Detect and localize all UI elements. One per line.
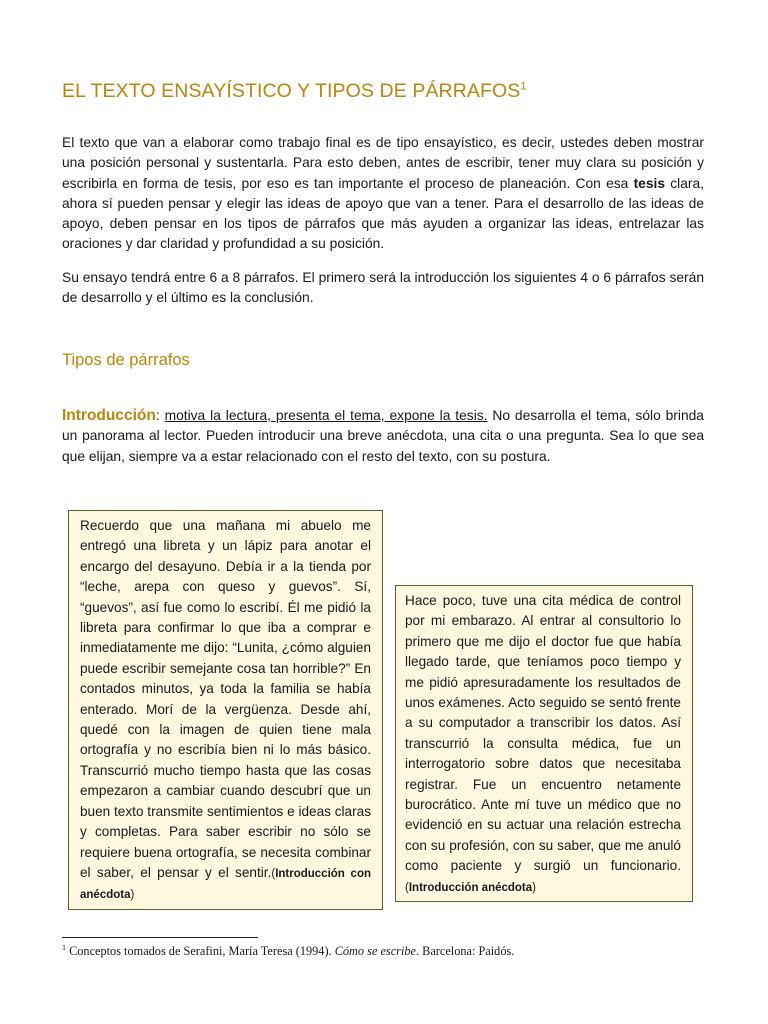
page-title-text: EL TEXTO ENSAYÍSTICO Y TIPOS DE PÁRRAFOS bbox=[62, 80, 521, 102]
introduction-label: Introducción bbox=[62, 407, 156, 424]
page-title bbox=[62, 80, 527, 103]
underlined-definition: motiva la lectura, presenta el tema, expone la tesis. bbox=[164, 408, 488, 423]
introduction-paragraph bbox=[62, 406, 704, 467]
example-box-right bbox=[395, 585, 693, 902]
footnote-ref: 1 bbox=[520, 80, 527, 93]
bold-term: tesis bbox=[633, 175, 666, 191]
example-text: Hace poco, tuve una cita médica de control por mi embarazo. Al entrar al consultorio lo primero que me dijo el doctor fue que había llegado tarde, que teníamos poco tiempo y me pidió apresuradamente los resultados de unos exámenes. Acto seguido se sentó frente a su computador a transcribir los datos. Así transcurrió la consulta médica, fue un interrogatorio sobre datos que necesitaba registrar. Fue un encuentro netamente burocrático. Ante mí tuve un médico que no evidenció en su actuar una relación estrecha con su profesión, con su saber, que me anuló como paciente y surgió un funcionario. (Introducción anécdota) bbox=[405, 593, 681, 894]
footnote-marker: 1 bbox=[62, 942, 66, 952]
paragraph-text: El texto que van a elaborar como trabajo final es de tipo ensayístico, es decir, ustedes deben mostrar una posición personal y sustentarla. Para esto deben, antes de escribir, tener muy clara su posición y escribirla en forma de tesis, por eso es tan importante el proceso de planeación. Con esa bbox=[62, 135, 704, 191]
book-title: Cómo se escribe bbox=[334, 944, 416, 958]
example-tag: (Introducción con anécdota) bbox=[80, 867, 372, 902]
footnote: $^1$ Conceptos tomados de Serafini, María Teresa (1994). Cómo se escribe. Barcelona: Paidós. bbox=[62, 942, 515, 958]
example-text: Recuerdo que una mañana mi abuelo me entregó una libreta y un lápiz para anotar el encargo del desayuno. Debía ir a la tienda por “leche, arepa con queso y guevos”. Sí, “guevos”, así fue como lo escribí. Él me pidió la libreta para confirmar lo que iba a comprar e inmediatamente me dijo: “Lunita, ¿cómo alguien puede escribir semejante cosa tan horrible?” En contados minutos, ya toda la familia se había enterado. Morí de la vergüenza. Desde ahí, quedé con la imagen de quien tiene mala ortografía y no escribía bien ni lo más básico. Transcurrió mucho tiempo hasta que las cosas empezaron a cambiar cuando descubrí que un buen texto transmite sentimientos e ideas claras y completas. Para saber escribir no sólo se requiere buena ortografía, se necesita combinar el saber, el pensar y el sentir.(Introducción con anécdota) bbox=[80, 518, 372, 902]
footnote-separator bbox=[62, 937, 258, 938]
paragraph-text: clara, ahora sí pueden pensar y elegir las ideas de apoyo que van a tener. Para el desarrollo de las ideas de apoyo, deben pensar en los tipos de párrafos que más ayuden a organizar las ideas, entrelazar las oraciones y dar claridad y profundidad a su posición. bbox=[62, 175, 704, 252]
body-paragraph-1 bbox=[62, 133, 704, 255]
body-paragraph-2: Su ensayo tendrá entre 6 a 8 párrafos. El primero será la introducción los siguientes 4 o 6 párrafos serán de desarrollo y el último es la conclusión. bbox=[62, 270, 704, 306]
section-heading: Tipos de párrafos bbox=[62, 351, 190, 369]
paragraph-text: No desarrolla el tema, sólo brinda un panorama al lector. Pueden introducir una breve anécdota, una cita o una pregunta. Sea lo que sea que elijan, siempre va a estar relacionado con el resto del texto, con su postura. bbox=[62, 408, 704, 464]
example-tag: (Introducción anécdota) bbox=[405, 881, 537, 894]
example-box-left bbox=[68, 510, 383, 910]
label-colon: : bbox=[155, 408, 165, 423]
